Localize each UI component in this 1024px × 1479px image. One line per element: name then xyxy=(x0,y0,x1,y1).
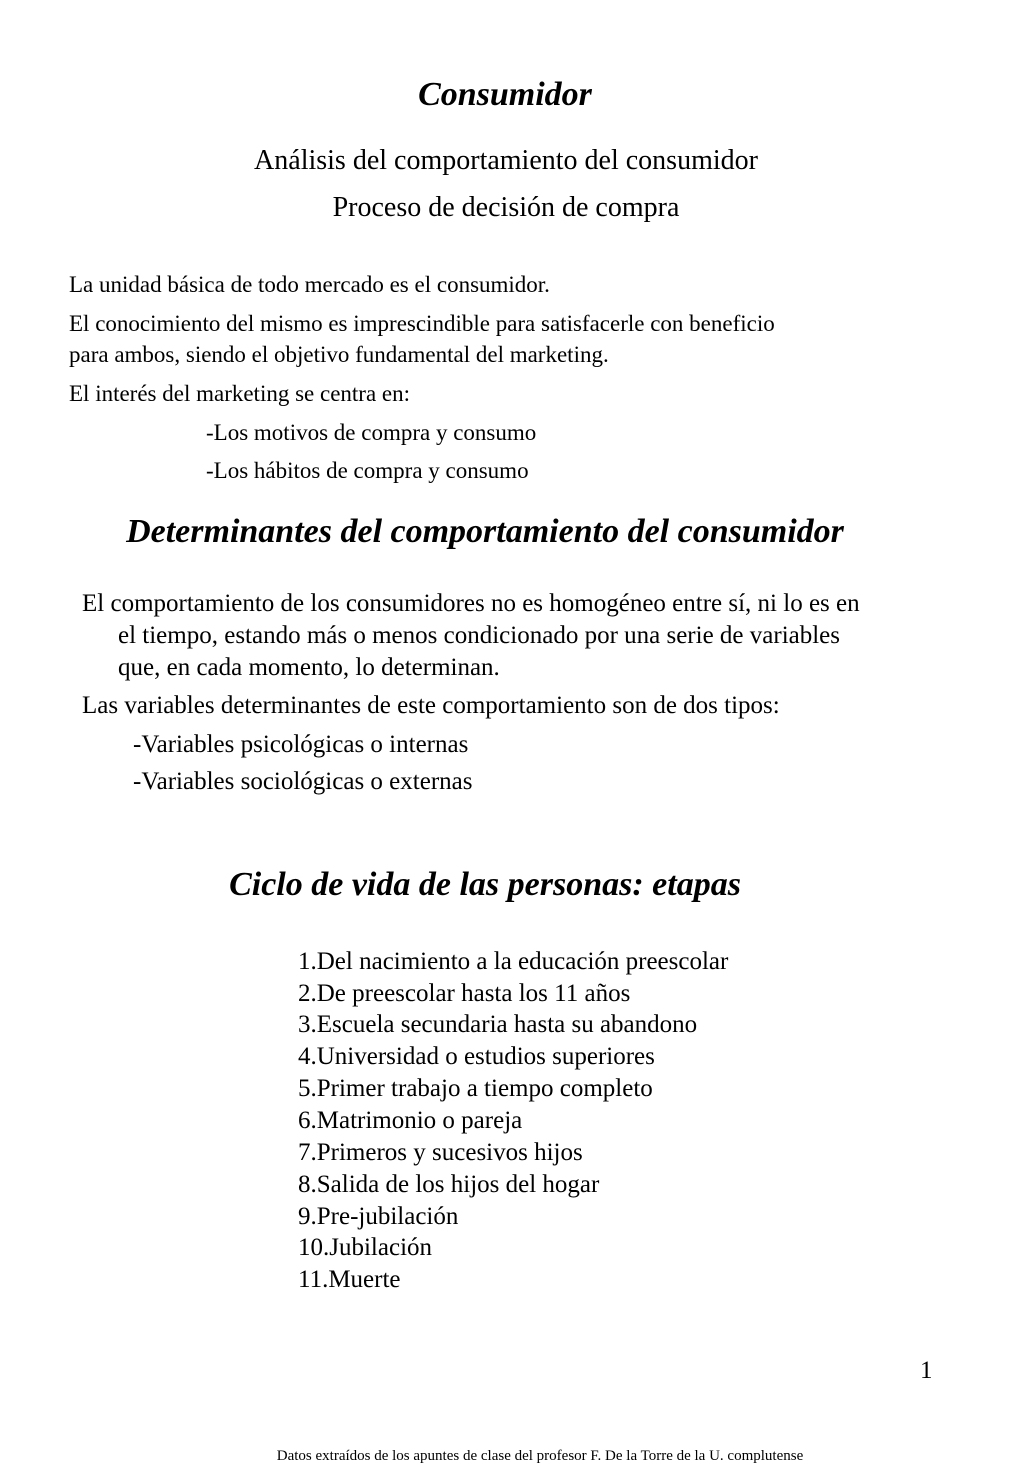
stage-item: 4.Universidad o estudios superiores xyxy=(298,1043,655,1070)
determinantes-para-line: El comportamiento de los consumidores no es homogéneo entre sí, ni lo es en xyxy=(82,590,860,617)
stage-item: 5.Primer trabajo a tiempo completo xyxy=(298,1075,653,1102)
subtitle-analysis: Análisis del comportamiento del consumidor xyxy=(254,145,758,176)
heading-determinantes: Determinantes del comportamiento del consumidor xyxy=(126,513,844,550)
determinantes-variables-intro: Las variables determinantes de este comportamiento son de dos tipos: xyxy=(82,692,780,719)
determinantes-para-line: que, en cada momento, lo determinan. xyxy=(118,654,500,681)
stage-item: 11.Muerte xyxy=(298,1266,401,1293)
page-title: Consumidor xyxy=(418,76,592,113)
stage-item: 10.Jubilación xyxy=(298,1234,433,1261)
heading-ciclo-vida: Ciclo de vida de las personas: etapas xyxy=(229,866,741,903)
determinantes-bullet: -Variables psicológicas o internas xyxy=(133,731,469,758)
stage-item: 6.Matrimonio o pareja xyxy=(298,1107,523,1134)
stage-item: 7.Primeros y sucesivos hijos xyxy=(298,1139,583,1166)
intro-line-interest: El interés del marketing se centra en: xyxy=(69,381,411,406)
intro-line-knowledge-b: para ambos, siendo el objetivo fundamental del marketing. xyxy=(69,342,609,367)
intro-line-knowledge-a: El conocimiento del mismo es imprescindible para satisfacerle con beneficio xyxy=(69,311,775,336)
stage-item: 2.De preescolar hasta los 11 años xyxy=(298,980,631,1007)
stage-item: 1.Del nacimiento a la educación preescolar xyxy=(298,948,729,975)
stage-item: 9.Pre-jubilación xyxy=(298,1203,459,1230)
determinantes-bullet: -Variables sociológicas o externas xyxy=(133,768,473,795)
stage-item: 8.Salida de los hijos del hogar xyxy=(298,1171,600,1198)
determinantes-para-line: el tiempo, estando más o menos condicionado por una serie de variables xyxy=(118,622,841,649)
stage-item: 3.Escuela secundaria hasta su abandono xyxy=(298,1011,698,1038)
subtitle-process: Proceso de decisión de compra xyxy=(332,192,680,223)
intro-line-unit: La unidad básica de todo mercado es el consumidor. xyxy=(69,272,550,297)
intro-bullet: -Los motivos de compra y consumo xyxy=(206,420,537,445)
page-number: 1 xyxy=(920,1357,933,1384)
intro-bullet: -Los hábitos de compra y consumo xyxy=(206,458,529,483)
footer-source-note: Datos extraídos de los apuntes de clase del profesor F. De la Torre de la U. complutense xyxy=(276,1448,804,1464)
